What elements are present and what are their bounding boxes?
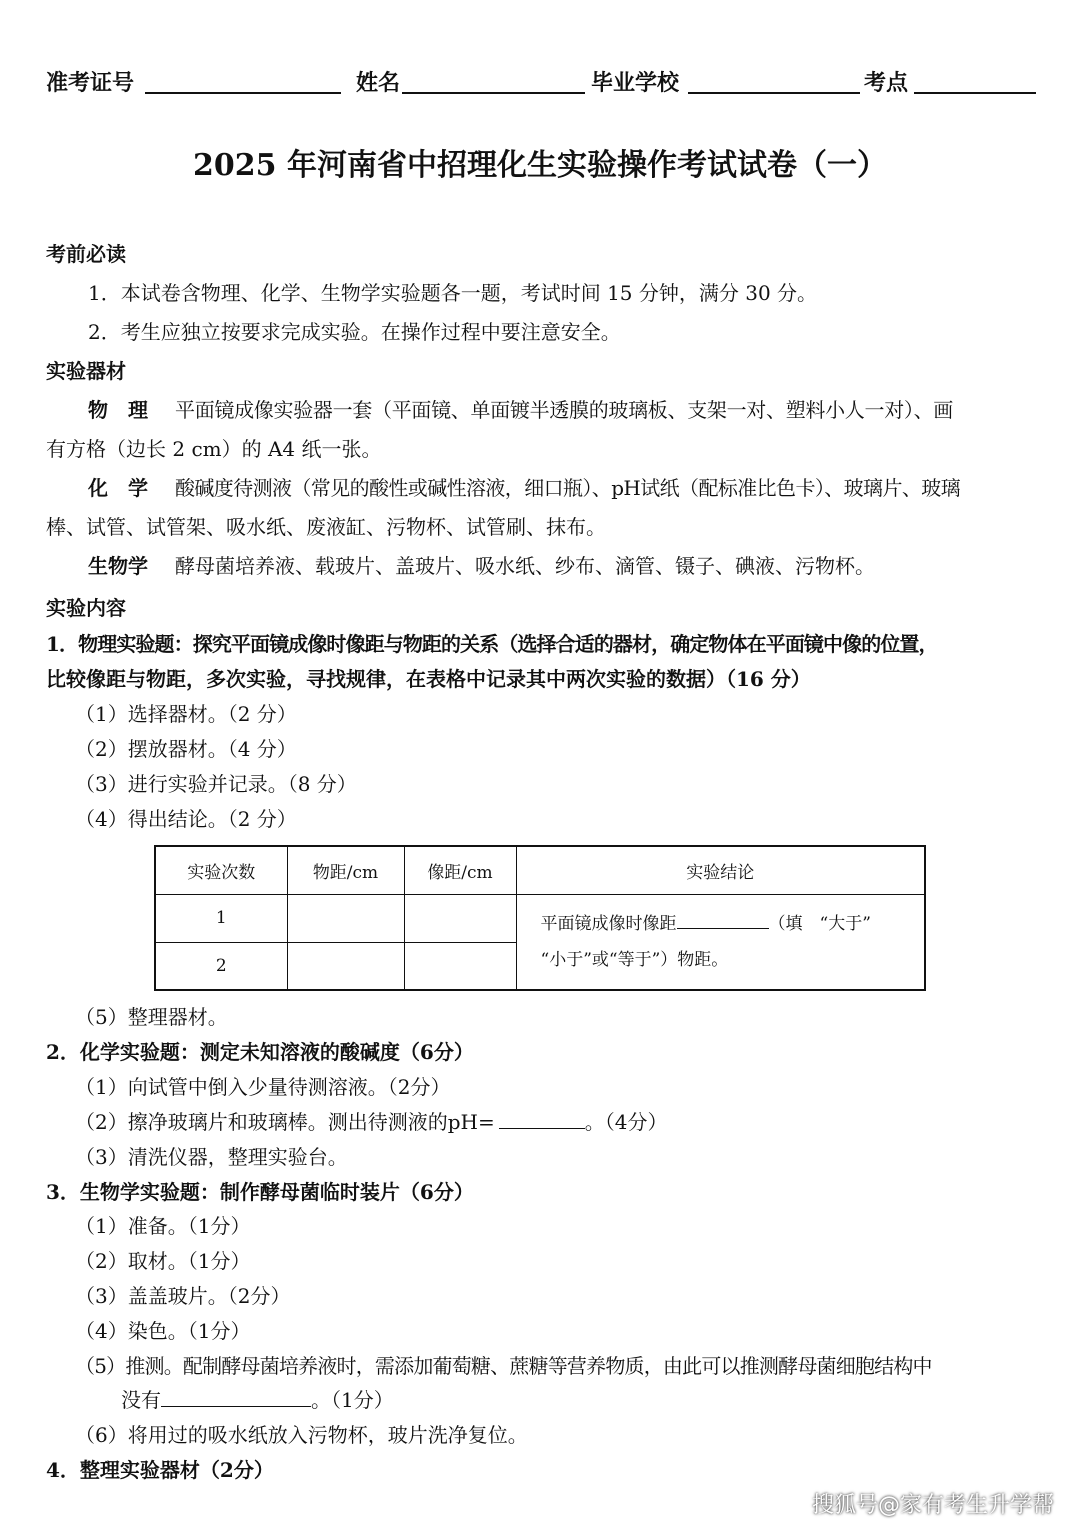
school-label: 毕业学校 bbox=[591, 71, 680, 96]
conclusion-text: 平面镜成像时像距 bbox=[540, 913, 677, 934]
q1-step: （2）摆放器材。（4 分） bbox=[75, 737, 297, 761]
q3-step: （5）推测。配制酵母菌培养液时，需添加葡萄糖、蔗糖等营养物质，由此可以推测酵母菌细胞结构中 bbox=[75, 1354, 932, 1378]
content-heading: 实验内容 bbox=[46, 596, 126, 620]
trial-number: 1 bbox=[155, 894, 287, 942]
site-field[interactable] bbox=[914, 92, 1036, 94]
q1-step: （1）选择器材。（2 分） bbox=[75, 702, 297, 726]
q1-step: （4）得出结论。（2 分） bbox=[75, 807, 297, 831]
q4-heading: 4．整理实验器材（2分） bbox=[46, 1458, 274, 1482]
biology-label: 生物学 bbox=[88, 554, 148, 578]
physics-label: 物 理 bbox=[88, 398, 148, 422]
table-header-row bbox=[155, 846, 925, 894]
q1-step: （5）整理器材。 bbox=[75, 1005, 228, 1029]
q2-step-text: 。（4分） bbox=[584, 1110, 668, 1134]
notice-heading: 考前必读 bbox=[46, 242, 126, 266]
q1-step: （3）进行实验并记录。（8 分） bbox=[75, 772, 357, 796]
conclusion-text: （填 “大于” bbox=[768, 913, 871, 934]
record-table bbox=[154, 845, 926, 991]
conclusion-cell bbox=[516, 894, 925, 990]
chemistry-label: 化 学 bbox=[88, 476, 148, 500]
table-header: 实验次数 bbox=[155, 846, 287, 894]
q2-step bbox=[75, 1106, 667, 1135]
physics-equipment-cont: 有方格（边长 2 cm）的 A4 纸一张。 bbox=[46, 437, 382, 461]
watermark: 搜狐号@家有考生升学帮 bbox=[811, 1493, 1054, 1518]
object-distance-cell[interactable] bbox=[287, 942, 404, 990]
notice-item: 2．考生应独立按要求完成实验。在操作过程中要注意安全。 bbox=[88, 320, 621, 344]
q2-heading: 2．化学实验题：测定未知溶液的酸碱度（6分） bbox=[46, 1040, 474, 1064]
school-field[interactable] bbox=[688, 92, 860, 94]
q1-heading: 1．物理实验题：探究平面镜成像时像距与物距的关系（选择合适的器材，确定物体在平面镜中像的位置， bbox=[46, 632, 938, 656]
q3-step-cont bbox=[121, 1384, 394, 1413]
ph-blank[interactable] bbox=[499, 1128, 585, 1129]
biology-equipment: 酵母菌培养液、载玻片、盖玻片、吸水纸、纱布、滴管、镊子、碘液、污物杯。 bbox=[175, 554, 875, 578]
physics-equipment: 平面镜成像实验器一套（平面镜、单面镀半透膜的玻璃板、支架一对、塑料小人一对）、画 bbox=[175, 398, 953, 422]
chemistry-equipment: 酸碱度待测液（常见的酸性或碱性溶液，细口瓶）、pH试纸（配标准比色卡）、玻璃片、玻璃 bbox=[175, 476, 961, 500]
q2-step: （1）向试管中倒入少量待测溶液。（2分） bbox=[75, 1075, 451, 1099]
q1-heading-cont: 比较像距与物距，多次实验，寻找规律，在表格中记录其中两次实验的数据）（16 分） bbox=[46, 667, 811, 691]
chemistry-equipment-cont: 棒、试管、试管架、吸水纸、废液缸、污物杯、试管刷、抹布。 bbox=[46, 515, 606, 539]
exam-id-label: 准考证号 bbox=[46, 71, 135, 96]
conclusion-text: “小于”或“等于”）物距。 bbox=[540, 949, 729, 970]
table-header: 物距/cm bbox=[287, 846, 404, 894]
table-row bbox=[155, 894, 925, 942]
q3-step-text: 没有 bbox=[121, 1388, 161, 1412]
page-title: 2025 年河南省中招理化生实验操作考试试卷（一） bbox=[193, 148, 887, 183]
q3-step-text: 。（1分） bbox=[311, 1388, 394, 1412]
image-distance-cell[interactable] bbox=[404, 942, 516, 990]
q3-heading: 3．生物学实验题：制作酵母菌临时装片（6分） bbox=[46, 1180, 474, 1204]
site-label: 考点 bbox=[864, 71, 909, 96]
q3-step: （3）盖盖玻片。（2分） bbox=[75, 1284, 291, 1308]
equipment-heading: 实验器材 bbox=[46, 359, 126, 383]
q2-step: （3）清洗仪器，整理实验台。 bbox=[75, 1145, 348, 1169]
q3-step: （2）取材。（1分） bbox=[75, 1249, 251, 1273]
exam-id-field[interactable] bbox=[145, 92, 341, 94]
trial-number: 2 bbox=[155, 942, 287, 990]
object-distance-cell[interactable] bbox=[287, 894, 404, 942]
q3-step: （1）准备。（1分） bbox=[75, 1214, 251, 1238]
table-header: 像距/cm bbox=[404, 846, 516, 894]
q3-step: （6）将用过的吸水纸放入污物杯，玻片洗净复位。 bbox=[75, 1423, 528, 1447]
name-label: 姓名 bbox=[356, 71, 401, 96]
image-distance-cell[interactable] bbox=[404, 894, 516, 942]
q3-step: （4）染色。（1分） bbox=[75, 1319, 251, 1343]
notice-item: 1．本试卷含物理、化学、生物学实验题各一题，考试时间 15 分钟，满分 30 分。 bbox=[88, 281, 818, 305]
q2-step-text: （2）擦净玻璃片和玻璃棒。测出待测液的pH= bbox=[75, 1110, 495, 1134]
name-field[interactable] bbox=[402, 92, 585, 94]
table-header: 实验结论 bbox=[516, 846, 925, 894]
structure-blank[interactable] bbox=[161, 1406, 311, 1407]
conclusion-blank[interactable] bbox=[677, 928, 769, 929]
